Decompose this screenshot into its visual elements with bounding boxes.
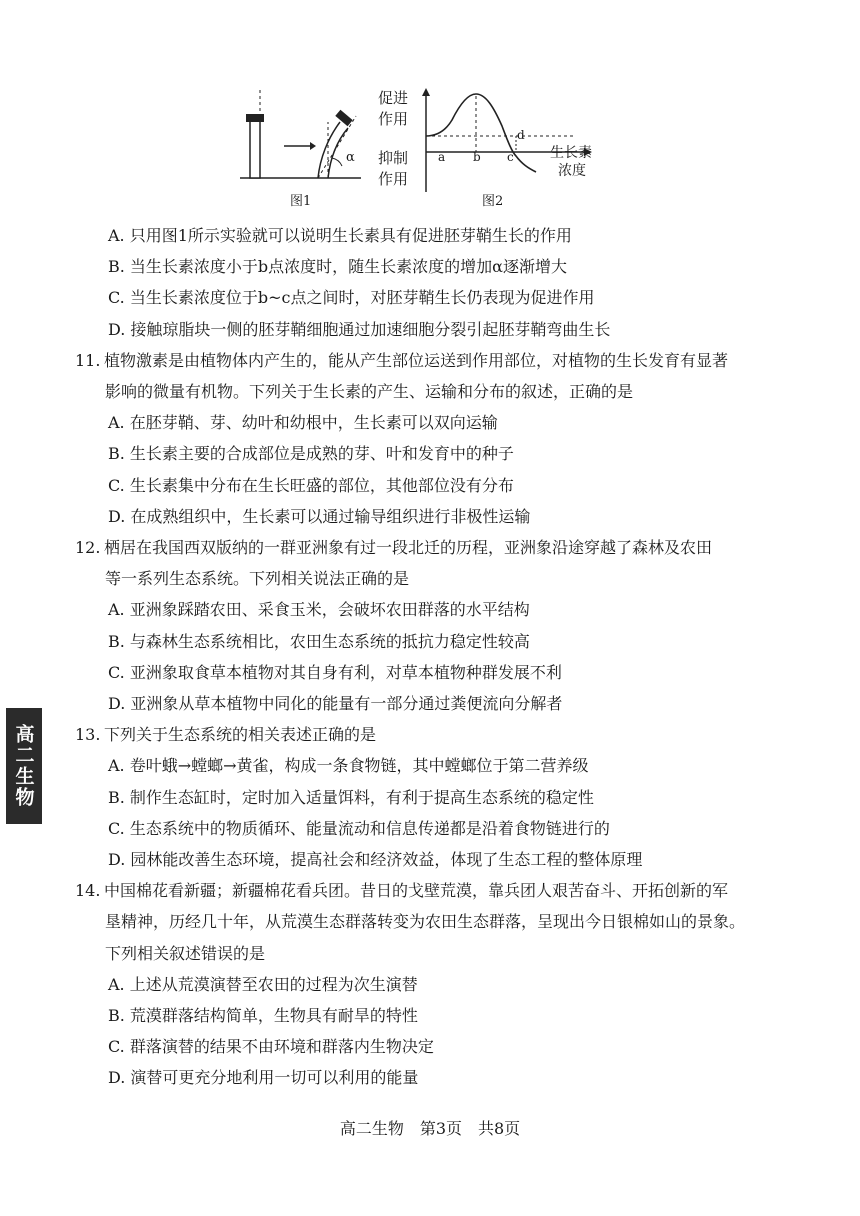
point-d-label: d: [517, 128, 525, 142]
q13-option-c: C. 生态系统中的物质循环、能量流动和信息传递都是沿着食物链进行的: [108, 818, 610, 838]
point-c-label: c: [507, 150, 514, 164]
page-footer: 高二生物 第3页 共8页: [339, 1119, 521, 1138]
q13-stem-line-1: 下列关于生态系统的相关表述正确的是: [104, 725, 377, 745]
q12-stem: [75, 532, 784, 563]
q11-option-d: D. 在成熟组织中，生长素可以通过输导组织进行非极性运输: [108, 506, 531, 526]
q10-option-a: A. 只用图1所示实验就可以说明生长素具有促进胚芽鞘生长的作用: [108, 226, 572, 245]
figure-1-diagram: [236, 86, 366, 186]
q13-stem: [75, 719, 784, 750]
questions-area: [75, 220, 784, 1094]
q12-option-a: A. 亚洲象踩踏农田、采食玉米，会破坏农田群落的水平结构: [108, 600, 530, 620]
figure-1-caption: 图1: [290, 194, 312, 209]
q12-stem-line-1: 栖居在我国西双版纳的一群亚洲象有过一段北迁的历程，亚洲象沿途穿越了森林及农田: [104, 538, 713, 558]
q14-stem-line-3: 下列相关叙述错误的是: [105, 943, 266, 963]
q13-option-a: A. 卷叶蛾→螳螂→黄雀，构成一条食物链，其中螳螂位于第二营养级: [108, 756, 589, 776]
point-a-label: a: [438, 150, 446, 164]
subject-side-tab: 高二生物: [6, 708, 42, 824]
q14-option-b: B. 荒漠群落结构简单，生物具有耐旱的特性: [108, 1006, 418, 1026]
q14-stem: [75, 875, 784, 906]
q11-stem: [75, 345, 784, 376]
q13-option-b: B. 制作生态缸时，定时加入适量饵料，有利于提高生态系统的稳定性: [108, 787, 594, 807]
q14-number: 14.: [75, 881, 101, 901]
figure-area: [236, 86, 616, 208]
q12-option-d: D. 亚洲象从草本植物中同化的能量有一部分通过粪便流向分解者: [108, 694, 563, 714]
y-axis-top-label-2: 作用: [378, 110, 409, 128]
q13-option-d: D. 园林能改善生态环境，提高社会和经济效益，体现了生态工程的整体原理: [108, 850, 643, 870]
q12-stem-line-2: 等一系列生态系统。下列相关说法正确的是: [105, 569, 410, 589]
q10-option-d: D. 接触琼脂块一侧的胚芽鞘细胞通过加速细胞分裂引起胚芽鞘弯曲生长: [108, 319, 611, 339]
q12-option-c: C. 亚洲象取食草本植物对其自身有利，对草本植物种群发展不利: [108, 662, 562, 682]
x-axis-label-1: 生长素: [550, 145, 592, 161]
q12-option-b: B. 与森林生态系统相比，农田生态系统的抵抗力稳定性较高: [108, 631, 530, 651]
q11-stem-line-1: 植物激素是由植物体内产生的，能从产生部位运送到作用部位，对植物的生长发育有显著: [104, 350, 729, 370]
q10-option-b: B. 当生长素浓度小于b点浓度时，随生长素浓度的增加α逐渐增大: [108, 257, 567, 277]
q11-option-c: C. 生长素集中分布在生长旺盛的部位，其他部位没有分布: [108, 475, 514, 495]
q14-stem-line-2: 垦精神，历经几十年，从荒漠生态群落转变为农田生态群落，呈现出今日银棉如山的景象。: [105, 912, 746, 932]
point-b-label: b: [473, 150, 481, 164]
y-axis-bottom-label-2: 作用: [378, 170, 409, 188]
q11-option-a: A. 在胚芽鞘、芽、幼叶和幼根中，生长素可以双向运输: [108, 413, 498, 433]
q11-stem-line-2: 影响的微量有机物。下列关于生长素的产生、运输和分布的叙述，正确的是: [105, 382, 634, 402]
q11-number: 11.: [75, 350, 101, 370]
q12-number: 12.: [75, 538, 101, 558]
q10-option-c: C. 当生长素浓度位于b~c点之间时，对胚芽鞘生长仍表现为促进作用: [108, 288, 595, 308]
q14-option-c: C. 群落演替的结果不由环境和群落内生物决定: [108, 1037, 434, 1057]
q14-option-a: A. 上述从荒漠演替至农田的过程为次生演替: [108, 974, 418, 994]
figure-2-caption: 图2: [482, 194, 504, 209]
q13-number: 13.: [75, 725, 101, 745]
y-axis-bottom-label-1: 抑制: [378, 149, 409, 167]
q14-option-d: D. 演替可更充分地利用一切可以利用的能量: [108, 1068, 419, 1088]
q11-option-b: B. 生长素主要的合成部位是成熟的芽、叶和发育中的种子: [108, 444, 514, 464]
x-axis-label-2: 浓度: [558, 163, 586, 179]
alpha-label: α: [346, 150, 355, 165]
q14-stem-line-1: 中国棉花看新疆；新疆棉花看兵团。昔日的戈壁荒漠，靠兵团人艰苦奋斗、开拓创新的军: [104, 881, 729, 901]
y-axis-top-label-1: 促进: [378, 89, 409, 107]
